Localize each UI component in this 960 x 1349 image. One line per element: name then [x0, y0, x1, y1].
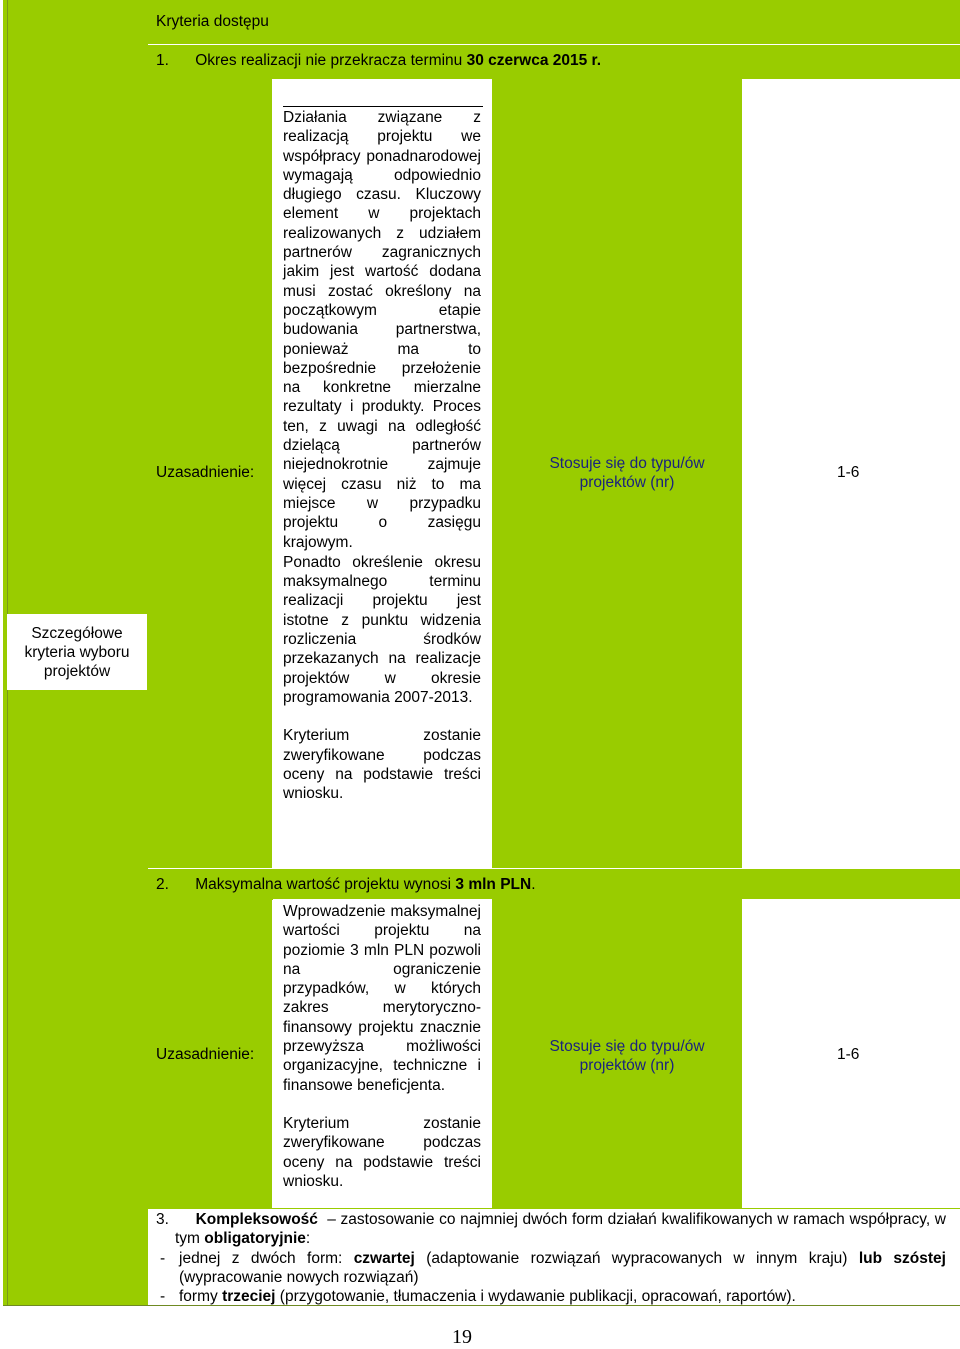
criterion2-justification: [283, 902, 481, 1191]
table-bottom-rule: [3, 1305, 960, 1306]
criterion2-para1: Wprowadzenie maksymalnej wartości projektu na poziomie 3 mln PLN pozwoli na ograniczenie przypadków, w których zakres merytoryczno-finansowy projektu znacznie przewyższa możliwości organizacyjne, techniczne i finansowe beneficjenta.: [283, 903, 481, 1094]
criterion3-obligatory: obligatoryjnie: [204, 1230, 306, 1248]
criterion2-max-value: 3 mln PLN: [455, 876, 532, 893]
access-criteria-row: [148, 0, 960, 45]
criterion2-text: Maksymalna wartość projektu wynosi: [195, 876, 456, 893]
criterion3-item2-text-b: trzeciej: [222, 1288, 276, 1306]
criterion1-deadline: 30 czerwca 2015 r.: [466, 52, 602, 69]
criterion1-justification: [283, 108, 481, 803]
criterion1-para1: Działania związane z realizacją projektu we współpracy ponadnarodowej wymagają odpowiednio długiego czasu. Kluczowy element w projektach realizowanych z udziałem partnerów zagranicznych jakim jest wartość dodana musi zostać określony na początkowym etapie budowania partnerstwa, ponieważ ma to bezpośrednie przełożenie na konkretne mierzalne rezultaty i produkty. Proces ten, z uwagi na odległość dzielącą partnerów niejednokrotnie zajmuje więcej czasu niż to ma miejsce w przypadku projektu o zasięgu krajowym.: [283, 109, 481, 551]
left-column-label: Szczegółowe kryteria wyboru projektów: [24, 624, 130, 680]
criterion1-number: 1.: [156, 52, 169, 69]
criterion2-period: .: [531, 876, 536, 893]
criterion3-line1: 3. Kompleksowość – zastosowanie co najmniej dwóch form działań kwalifikowanych w ramach współpracy, w tym obligatoryjnie:: [156, 1211, 946, 1248]
criterion1-para3: Kryterium zostanie zweryfikowane podczas oceny na podstawie treści wniosku.: [283, 727, 481, 803]
criterion3-block: [156, 1210, 946, 1306]
criterion3-item2-text-c: (przygotowanie, tłumaczenia i wydawanie publikacji, opracowań, raportów).: [275, 1288, 796, 1306]
criterion2-label: Uzasadnienie:: [156, 1046, 255, 1063]
criterion1-para2: Ponadto określenie okresu maksymalnego terminu realizacji projektu jest istotne z punktu widzenia rozliczenia środków przekazanych na realizacje projektów w okresie programowania 2007-2013.: [283, 553, 481, 706]
access-criteria-title: Kryteria dostępu: [156, 13, 269, 30]
criterion1-range: 1-6: [837, 464, 860, 481]
criterion1-label: Uzasadnienie:: [156, 464, 255, 481]
criterion3-description: zastosowanie co najmniej dwóch form działań kwalifikowanych w ramach współpracy, w tym: [175, 1211, 946, 1248]
criterion3-colon: :: [305, 1230, 311, 1248]
criterion3-item1: - jednej z dwóch form: czwartej (adaptowanie rozwiązań wypracowanych w innym kraju) lub szóstej (wypracowanie nowych rozwiązań): [160, 1249, 946, 1286]
criterion1-applies: Stosuje się do typu/ów projektów (nr): [549, 455, 705, 491]
criterion3-item1-text-c: (adaptowanie rozwiązań wypracowanych w innym kraju): [414, 1249, 859, 1267]
criterion1-text: Okres realizacji nie przekracza terminu: [195, 52, 467, 69]
criterion3-item1-text-d: lub szóstej: [858, 1249, 946, 1267]
criterion3-item1-text-a: jednej z dwóch form:: [179, 1249, 354, 1267]
criterion3-title: Kompleksowość: [195, 1211, 318, 1228]
criterion3-item1-text-b: czwartej: [353, 1249, 415, 1267]
criterion1-heading: [156, 52, 601, 70]
criterion2-range: 1-6: [837, 1046, 860, 1063]
criterion3-item1-text-e: (wypracowanie nowych rozwiązań): [179, 1268, 419, 1286]
criterion3-number: 3.: [156, 1211, 169, 1228]
criterion3-item2-text-a: formy: [179, 1288, 223, 1306]
page-number: 19: [452, 1326, 472, 1348]
criterion2-heading: [156, 876, 536, 894]
criterion2-applies: Stosuje się do typu/ów projektów (nr): [549, 1038, 705, 1074]
criterion3-item2: - formy trzeciej (przygotowanie, tłumaczenia i wydawanie publikacji, opracowań, raportów).: [160, 1288, 796, 1306]
criterion2-number: 2.: [156, 876, 169, 893]
criterion2-para2: Kryterium zostanie zweryfikowane podczas oceny na podstawie treści wniosku.: [283, 1114, 481, 1190]
criterion1-text-cell-rule: [283, 106, 483, 107]
